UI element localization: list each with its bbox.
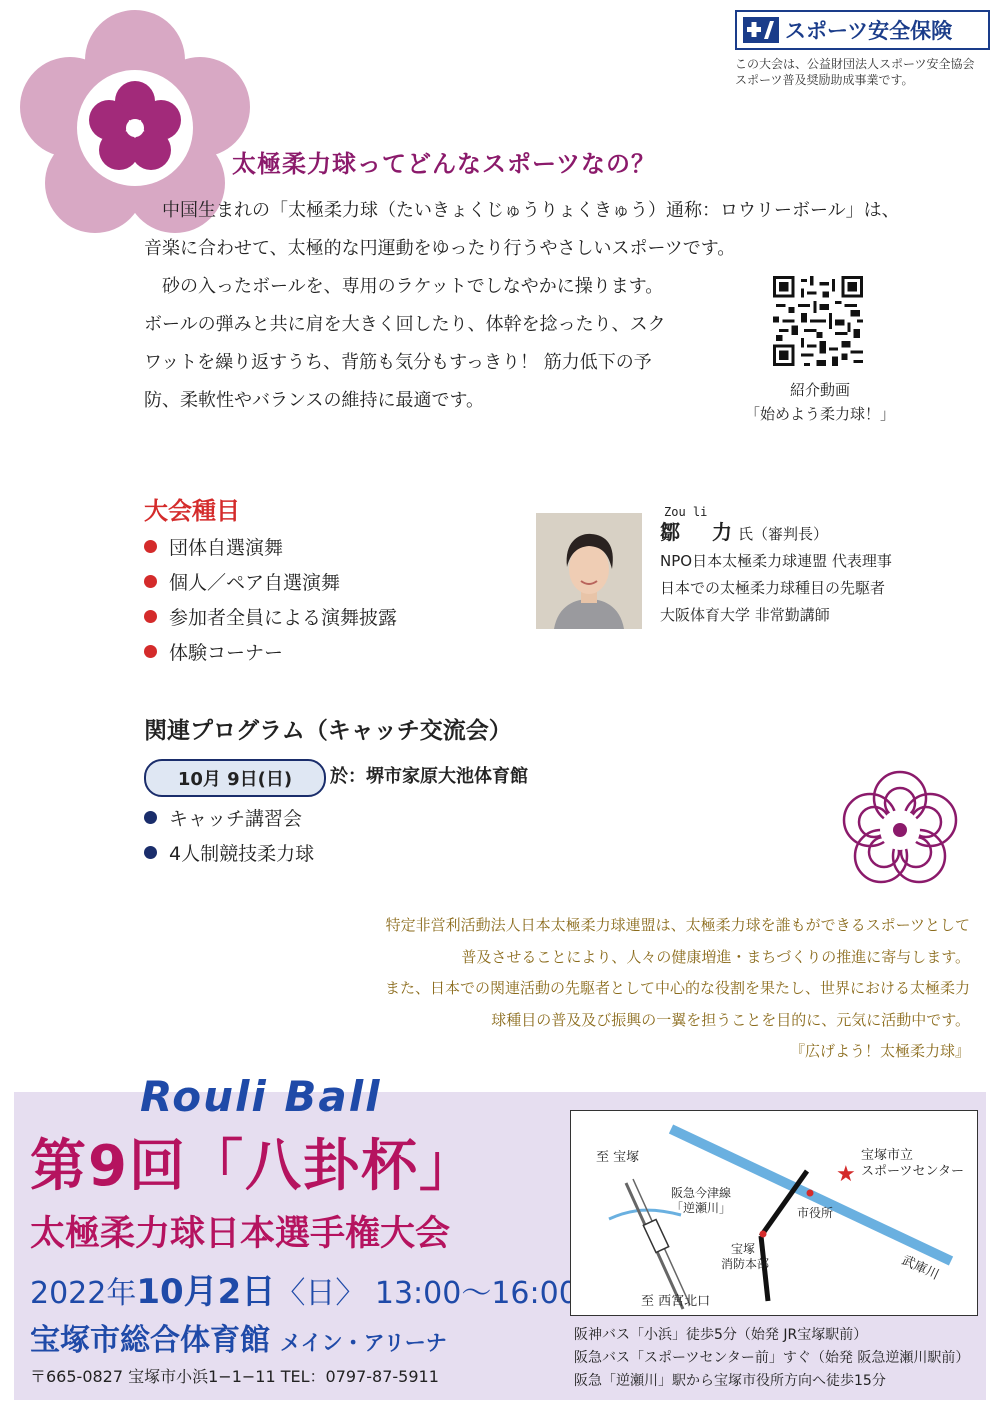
sponsor-note	[735, 56, 990, 88]
access-map	[570, 1110, 978, 1316]
sponsor-note-line: スポーツ普及奨励助成事業です。	[735, 73, 914, 87]
related-item-label: キャッチ講習会	[169, 808, 303, 830]
access-line: 阪急バス「スポーツセンター前」すぐ（始発 阪急逆瀬川駅前）	[574, 1350, 970, 1366]
star-icon: ★	[836, 1162, 856, 1187]
intro-line: 中国生まれの「太極柔力球（たいきょくじゅうりょくきゅう）通称：ロウリーボール」は、	[144, 200, 900, 221]
referee-title-line: NPO日本太極柔力球連盟 代表理事	[660, 552, 892, 570]
list-item	[144, 800, 504, 835]
sports-insurance-logo-icon	[743, 17, 779, 43]
access-line: 阪急「逆瀬川」駅から宝塚市役所方向へ徒歩15分	[574, 1373, 886, 1389]
sponsor-logo-box	[735, 10, 990, 50]
organization-description	[240, 910, 970, 1068]
event-weekday: 〈日〉	[275, 1276, 366, 1311]
list-item	[144, 529, 504, 564]
rouli-ball-logo: Rouli Ball	[140, 1072, 382, 1121]
bullet-icon	[144, 846, 157, 859]
sponsor-block	[735, 10, 990, 88]
related-list	[144, 800, 504, 870]
org-slogan: 『広げよう！太極柔力球』	[789, 1042, 970, 1060]
description-line: ボールの弾みと共に肩を大きく回したり、体幹を捻ったり、スク	[144, 314, 666, 335]
events-list	[144, 529, 504, 669]
event-year: 2022年	[30, 1276, 137, 1311]
events-title: 大会種目	[144, 497, 240, 525]
event-time: 13:00〜16:00	[365, 1276, 578, 1311]
referee-name	[660, 519, 980, 548]
bullet-icon	[144, 610, 157, 623]
headline: 太極柔力球ってどんなスポーツなの？	[232, 150, 657, 178]
event-venue	[30, 1315, 447, 1359]
description-line: 防、柔軟性やバランスの維持に最適です。	[144, 390, 485, 411]
referee-info	[660, 505, 980, 629]
bullet-icon	[144, 811, 157, 824]
bullet-icon	[144, 575, 157, 588]
map-label-center1: 宝塚市立	[861, 1148, 914, 1163]
intro-line: 音楽に合わせて、太極的な円運動をゆったり行うやさしいスポーツです。	[144, 238, 736, 259]
qr-code[interactable]	[773, 276, 863, 366]
list-item	[144, 564, 504, 599]
event-venue-name: 宝塚市総合体育館	[30, 1323, 270, 1358]
access-line: 阪神バス「小浜」徒歩5分（始発 JR宝塚駅前）	[574, 1327, 868, 1343]
related-venue: 於：堺市家原大池体育館	[330, 766, 528, 787]
event-datetime	[30, 1264, 578, 1313]
event-address: 〒665-0827 宝塚市小浜1−1−11 TEL：0797-87-5911	[30, 1367, 439, 1386]
referee-honorific: 氏	[738, 525, 754, 543]
map-label-city-hall: 市役所	[797, 1206, 834, 1220]
org-line: 特定非営利活動法人日本太極柔力球連盟は、太極柔力球を誰もができるスポーツとして	[385, 916, 970, 934]
map-label-to-nishinomiya: 至 西宮北口	[641, 1294, 711, 1309]
intro-text	[144, 192, 934, 268]
map-label-line2: 「逆瀬川」	[671, 1201, 732, 1215]
referee-romaji: Zou li	[664, 505, 708, 519]
qr-caption-line: 紹介動画	[789, 381, 850, 399]
description-line: 砂の入ったボールを、専用のラケットでしなやかに操ります。	[144, 276, 664, 297]
list-item	[144, 835, 504, 870]
event-date: 10月2日	[136, 1272, 276, 1312]
bullet-icon	[144, 645, 157, 658]
related-item-label: 4人制競技柔力球	[169, 843, 315, 865]
access-info	[574, 1324, 984, 1393]
description-text	[144, 268, 744, 420]
referee-photo	[536, 513, 642, 629]
map-label-center2: スポーツセンター	[861, 1164, 964, 1179]
sponsor-note-line: この大会は、公益財団法人スポーツ安全協会	[735, 57, 975, 71]
map-label-river: 武庫川	[899, 1253, 942, 1284]
referee-role: （審判長）	[753, 525, 829, 543]
event-item-label: 団体自選演舞	[169, 537, 284, 559]
org-line: また、日本での関連活動の先駆者として中心的な役割を果たし、世界における太極柔力	[384, 979, 970, 997]
description-line: ワットを繰り返すうち、背筋も気分もすっきり！ 筋力低下の予	[144, 352, 652, 373]
event-venue-sub: メイン・アリーナ	[280, 1331, 447, 1355]
related-date-badge: 10月 9日(日)	[144, 759, 326, 797]
qr-caption	[740, 378, 900, 426]
plum-flower-icon	[835, 765, 965, 895]
event-item-label: 個人／ペア自選演舞	[169, 572, 341, 594]
map-label-line1: 阪急今津線	[671, 1186, 732, 1200]
sponsor-name: スポーツ安全保険	[785, 19, 953, 43]
referee-name-text: 鄒 力	[660, 520, 738, 544]
org-line: 球種目の普及及び振興の一翼を担うことを目的に、元気に活動中です。	[491, 1010, 970, 1029]
event-title: 第9回「八卦杯」	[30, 1134, 477, 1199]
map-label-fire2: 消防本部	[721, 1257, 770, 1271]
list-item	[144, 599, 504, 634]
map-label-fire1: 宝塚	[731, 1242, 756, 1256]
referee-title-line: 日本での太極柔力球種目の先駆者	[660, 579, 886, 597]
event-item-label: 体験コーナー	[169, 642, 284, 664]
referee-title-line: 大阪体育大学 非常勤講師	[660, 606, 830, 624]
list-item	[144, 634, 504, 669]
map-label-to-takarazuka: 至 宝塚	[596, 1150, 640, 1165]
org-line: 普及させることにより、人々の健康増進・まちづくりの推進に寄与します。	[461, 947, 970, 966]
related-program-title: 関連プログラム（キャッチ交流会）	[144, 718, 512, 744]
event-subtitle: 太極柔力球日本選手権大会	[30, 1214, 451, 1254]
event-item-label: 参加者全員による演舞披露	[169, 607, 398, 629]
bullet-icon	[144, 540, 157, 553]
qr-caption-line: 「始めよう柔力球！」	[744, 405, 895, 423]
